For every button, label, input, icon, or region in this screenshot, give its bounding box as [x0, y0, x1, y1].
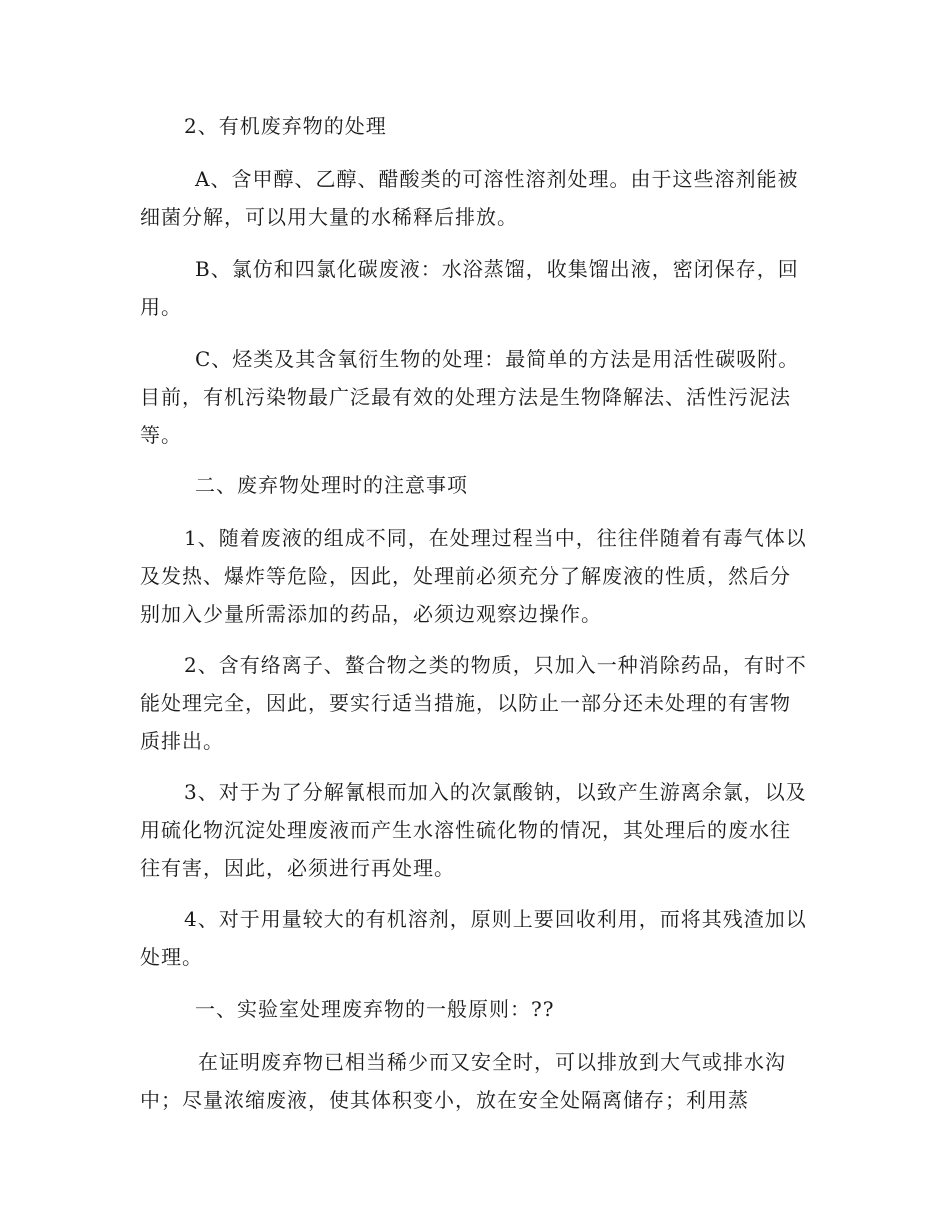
paragraph-general-principles: 在证明废弃物已相当稀少而又安全时，可以排放到大气或排水沟中；尽量浓缩废液，使其体积变小，放在安全处隔离储存；利用蒸 [140, 1050, 786, 1112]
paragraph-precaution-2: 2、含有络离子、螯合物之类的物质，只加入一种消除药品，有时不能处理完全，因此，要实行适当措施，以防止一部分还未处理的有害物质排出。 [140, 653, 807, 753]
paragraph-precaution-1: 1、随着废液的组成不同，在处理过程当中，往往伴随着有毒气体以及发热、爆炸等危险，因此，处理前必须充分了解废液的性质，然后分别加入少量所需添加的药品，必须边观察边操作。 [140, 526, 807, 626]
section-heading-general-principles: 一、实验室处理废弃物的一般原则：?? [195, 997, 555, 1021]
paragraph-item-a: A、含甲醇、乙醇、醋酸类的可溶性溶剂处理。由于这些溶剂能被细菌分解，可以用大量的水稀释后排放。 [140, 167, 799, 229]
section-heading-organic-waste: 2、有机废弃物的处理 [184, 114, 387, 138]
paragraph-item-c: C、烃类及其含氧衍生物的处理：最简单的方法是用活性碳吸附。目前，有机污染物最广泛最有效的处理方法是生物降解法、活性污泥法等。 [140, 347, 800, 447]
paragraph-item-b: B、氯仿和四氯化碳废液：水浴蒸馏，收集馏出液，密闭保存，回用。 [140, 257, 799, 319]
paragraph-precaution-4: 4、对于用量较大的有机溶剂，原则上要回收利用，而将其残渣加以处理。 [140, 907, 807, 969]
section-heading-precautions: 二、废弃物处理时的注意事项 [195, 473, 468, 497]
paragraph-precaution-3: 3、对于为了分解氰根而加入的次氯酸钠，以致产生游离余氯，以及用硫化物沉淀处理废液而产生水溶性硫化物的情况，其处理后的废水往往有害，因此，必须进行再处理。 [140, 780, 807, 880]
